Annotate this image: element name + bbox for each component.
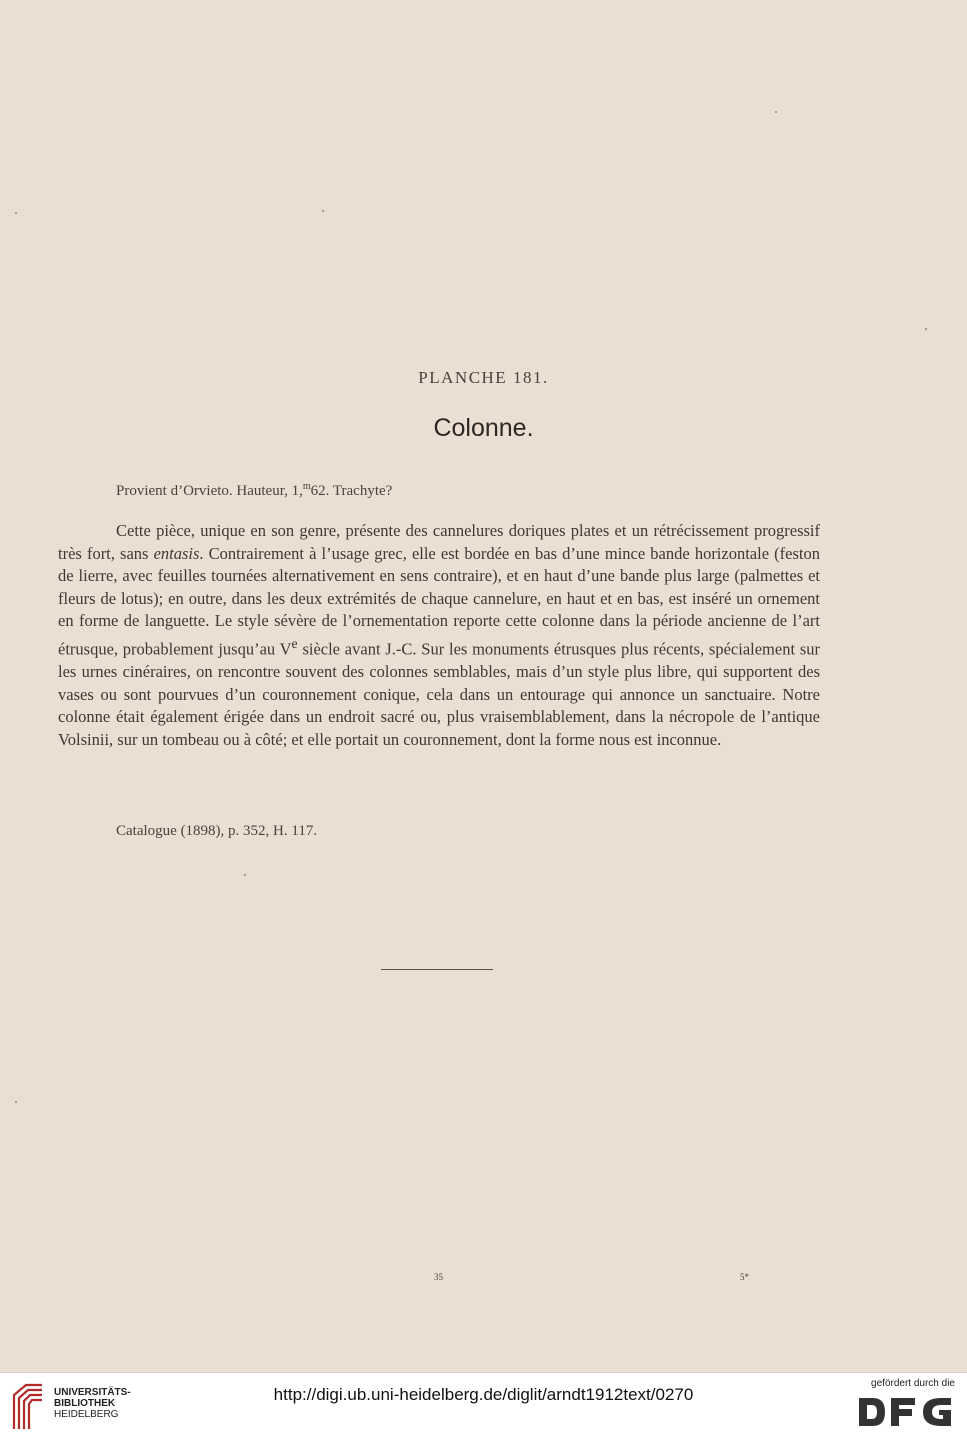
paragraph-emphasis: entasis	[153, 543, 200, 563]
library-name-line-1: UNIVERSITÄTS-	[54, 1387, 131, 1398]
paper-speck	[244, 874, 246, 876]
library-name-line-3: HEIDELBERG	[54, 1409, 119, 1420]
paper-speck	[775, 111, 777, 113]
paper-speck	[15, 212, 17, 214]
paper-speck	[322, 210, 324, 212]
paragraph-part-3: siècle avant J.-C. Sur les monuments étrusques plus récents, spécialement sur les urnes cinéraires, on rencontre souvent des colonnes semblables, mais d’un style plus libre, qui supportent des vases ou sont pourvues d’un couronnement conique, cela dans un entourage qui annonce un sanctuaire. Notre colonne était également érigée dans un endroit sacré ou, plus vraisemblablement, dans la nécropole de l’antique Volsinii, sur un tombeau ou à côté; et elle portait un couronnement, dont la forme nous est inconnue.	[58, 639, 820, 749]
permalink-url[interactable]: http://digi.ub.uni-heidelberg.de/diglit/arndt1912text/0270	[273, 1385, 694, 1404]
digitization-footer	[0, 1372, 967, 1439]
unit-superscript: m	[302, 481, 311, 492]
catalogue-reference: Catalogue (1898), p. 352, H. 117.	[116, 823, 318, 839]
paragraph-part-1: Cette pièce, unique en son genre, présente des cannelures doriques plates et un rétrécissement progressif très fort, sans	[58, 521, 820, 563]
dfg-logo-icon[interactable]	[857, 1395, 953, 1429]
description-text	[58, 520, 820, 751]
paper-speck	[15, 1101, 17, 1103]
page-number: 35	[434, 1272, 443, 1282]
century-superscript: e	[291, 635, 298, 651]
provenance-suffix: 62. Trachyte?	[310, 483, 393, 499]
provenance-prefix: Provient d’Orvieto. Hauteur, 1,	[116, 483, 303, 499]
funder-caption: gefördert durch die	[871, 1378, 955, 1389]
provenance-line	[116, 481, 392, 500]
page-title: Colonne.	[433, 414, 534, 442]
library-name-line-2: BIBLIOTHEK	[54, 1398, 116, 1409]
paragraph-part-2: . Contrairement à l’usage grec, elle est bordée en bas d’une mince bande horizontale (feston de lierre, avec feuilles tournées alternativement en sens contraire), et en haut d’une bande plus large (palmettes et fleurs de lotus); en outre, dans les deux extrémités de chaque cannelure, en haut et en bas, est inséré un ornement en forme de languette. Le style sévère de l’ornementation reporte cette colonne dans la période ancienne de l’art étrusque, probablement jusqu’au V	[58, 543, 820, 659]
description-paragraph	[58, 520, 820, 751]
plate-heading: PLANCHE 181.	[418, 368, 549, 387]
paper-speck	[925, 328, 927, 330]
signature-mark: 5*	[740, 1272, 749, 1282]
section-divider	[381, 969, 493, 970]
